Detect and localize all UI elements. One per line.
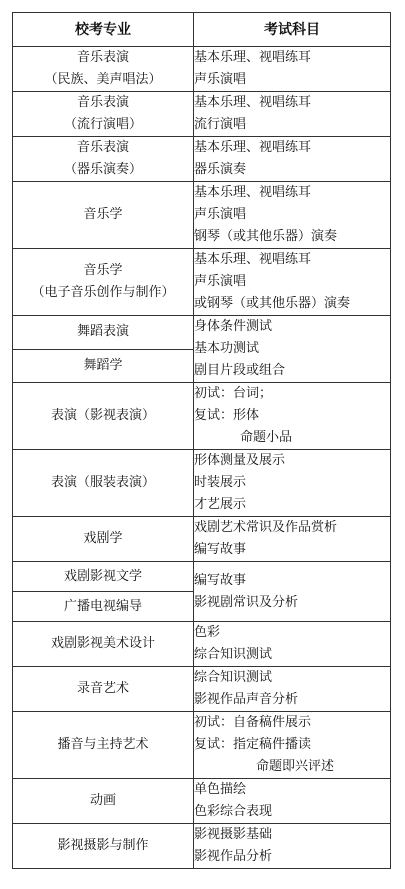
subjects-cell xyxy=(194,249,391,316)
major-cell xyxy=(13,824,194,869)
table-row xyxy=(13,562,391,592)
subject-item: 编写故事 xyxy=(194,542,247,557)
major-cell xyxy=(13,779,194,824)
subject-item: 声乐演唱 xyxy=(194,72,247,87)
table-row xyxy=(13,712,391,779)
table-row xyxy=(13,92,391,137)
subject-item: 色彩 xyxy=(194,625,221,640)
table-row xyxy=(13,824,391,869)
table-row xyxy=(13,383,391,450)
subject-item: 形体测量及展示 xyxy=(194,453,286,468)
subject-item: 基本乐理、视唱练耳 xyxy=(194,140,312,155)
subject-item: 声乐演唱 xyxy=(194,207,247,222)
subject-item: 才艺展示 xyxy=(194,497,247,512)
subjects-cell xyxy=(194,383,391,450)
subjects-cell-shared xyxy=(194,316,391,383)
major-cell xyxy=(13,249,194,316)
subject-item: 综合知识测试 xyxy=(194,647,273,662)
subject-item: 影视剧常识及分析 xyxy=(194,594,299,610)
major-cell xyxy=(13,450,194,517)
major-cell xyxy=(13,712,194,779)
subject-item: 流行演唱 xyxy=(194,117,247,132)
subject-item: 声乐演唱 xyxy=(194,274,247,289)
major-cell xyxy=(13,182,194,249)
table-row xyxy=(13,249,391,316)
subject-item: 初试：自备稿件展示 xyxy=(194,715,312,730)
subject-item: 戏剧艺术常识及作品赏析 xyxy=(194,520,338,535)
major-cell xyxy=(13,562,194,592)
table-row xyxy=(13,182,391,249)
major-cell xyxy=(13,667,194,712)
subjects-cell xyxy=(194,47,391,92)
major-name: 音乐学 xyxy=(83,263,123,278)
table-row xyxy=(13,137,391,182)
subjects-cell xyxy=(194,712,391,779)
subject-item: 基本功测试 xyxy=(194,341,260,356)
major-name: 动画 xyxy=(89,793,116,808)
subjects-cell xyxy=(194,824,391,869)
subject-item: 身体条件测试 xyxy=(194,319,273,334)
subject-item: 时装展示 xyxy=(194,475,247,490)
header-subjects: 考试科目 xyxy=(194,13,391,47)
major-cell xyxy=(13,592,194,622)
major-qualifier: （器乐演奏） xyxy=(63,162,142,177)
subject-item: 钢琴（或其他乐器）演奏 xyxy=(194,229,338,244)
subject-item: 影视摄影基础 xyxy=(194,827,273,842)
subjects-cell xyxy=(194,450,391,517)
major-cell xyxy=(13,47,194,92)
subject-item: 命题即兴评述 xyxy=(256,759,335,774)
subject-item: 影视作品分析 xyxy=(194,849,273,864)
subjects-cell-shared xyxy=(194,562,391,622)
major-cell xyxy=(13,316,194,350)
major-qualifier: （流行演唱） xyxy=(63,117,142,132)
subjects-cell xyxy=(194,667,391,712)
major-name: 戏剧学 xyxy=(83,531,123,546)
major-cell xyxy=(13,517,194,562)
table-row xyxy=(13,47,391,92)
subject-item: 影视作品声音分析 xyxy=(194,692,299,707)
major-name: 录音艺术 xyxy=(76,681,129,696)
subject-item: 基本乐理、视唱练耳 xyxy=(194,185,312,200)
subject-item: 或钢琴（或其他乐器）演奏 xyxy=(194,296,351,311)
major-name: 音乐学 xyxy=(83,207,123,222)
subject-item: 综合知识测试 xyxy=(194,670,273,685)
subjects-cell xyxy=(194,622,391,667)
table-row xyxy=(13,779,391,824)
subjects-cell xyxy=(194,182,391,249)
major-qualifier: （电子音乐创作与制作） xyxy=(31,285,175,300)
subject-item: 单色描绘 xyxy=(194,782,247,797)
major-name: 舞蹈表演 xyxy=(76,324,129,340)
exam-subjects-table xyxy=(12,12,391,869)
subject-item: 器乐演奏 xyxy=(194,162,247,177)
subject-item: 复试：指定稿件播读 xyxy=(194,737,312,752)
major-name: 音乐表演 xyxy=(76,140,129,155)
table-header-row xyxy=(13,13,391,47)
major-name: 戏剧影视文学 xyxy=(63,568,142,584)
header-major: 校考专业 xyxy=(13,13,194,47)
subject-item: 命题小品 xyxy=(240,430,293,445)
subject-item: 复试：形体 xyxy=(194,408,260,423)
major-qualifier: （民族、美声唱法） xyxy=(44,72,162,87)
subjects-cell xyxy=(194,137,391,182)
table-row xyxy=(13,450,391,517)
major-name: 影视摄影与制作 xyxy=(57,838,149,853)
major-name: 表演（服装表演） xyxy=(50,475,155,490)
subject-item: 剧目片段或组合 xyxy=(194,363,286,378)
table-row xyxy=(13,667,391,712)
major-name: 播音与主持艺术 xyxy=(57,737,149,752)
table-row xyxy=(13,316,391,350)
subjects-cell xyxy=(194,779,391,824)
major-cell xyxy=(13,383,194,450)
major-cell xyxy=(13,137,194,182)
subject-item: 基本乐理、视唱练耳 xyxy=(194,50,312,65)
table-row xyxy=(13,517,391,562)
subject-item: 基本乐理、视唱练耳 xyxy=(194,252,312,267)
subjects-cell xyxy=(194,92,391,137)
table-row xyxy=(13,622,391,667)
major-name: 舞蹈学 xyxy=(83,357,123,373)
major-name: 音乐表演 xyxy=(76,95,129,110)
subjects-cell xyxy=(194,517,391,562)
major-name: 广播电视编导 xyxy=(63,598,142,614)
major-name: 戏剧影视美术设计 xyxy=(50,636,155,651)
major-cell xyxy=(13,92,194,137)
major-cell xyxy=(13,349,194,383)
subject-item: 色彩综合表现 xyxy=(194,804,273,819)
major-name: 音乐表演 xyxy=(76,50,129,65)
subject-item: 基本乐理、视唱练耳 xyxy=(194,95,312,110)
subject-item: 初试：台词； xyxy=(194,386,273,401)
major-name: 表演（影视表演） xyxy=(50,408,155,423)
major-cell xyxy=(13,622,194,667)
subject-item: 编写故事 xyxy=(194,572,247,588)
